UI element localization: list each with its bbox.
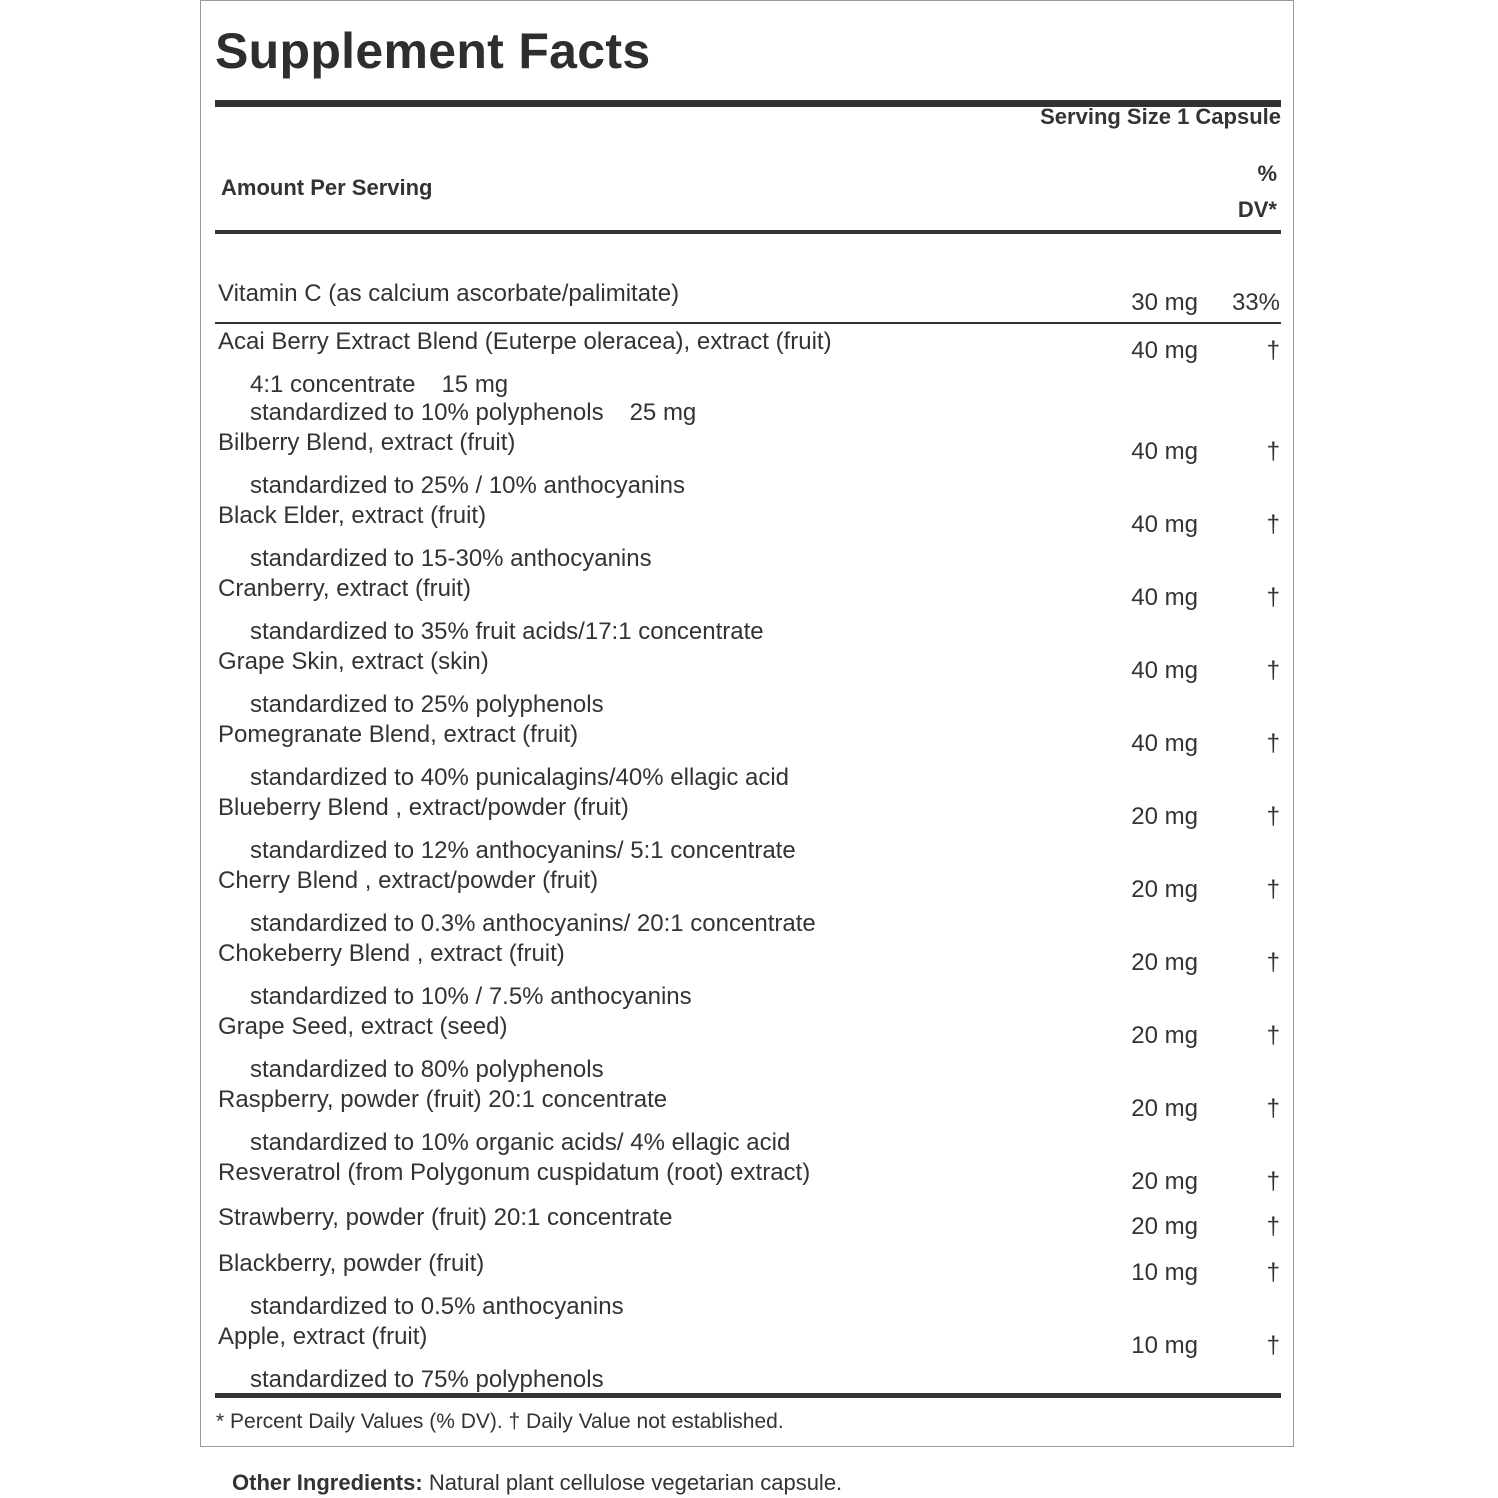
dagger-mark: † bbox=[1266, 949, 1280, 976]
vitamin-divider bbox=[215, 322, 1281, 324]
ingredient-row bbox=[0, 502, 1498, 542]
ingredient-row bbox=[0, 940, 1498, 980]
ingredient-name: Blackberry, powder (fruit) bbox=[218, 1250, 485, 1277]
ingredient-amount: 40 mg bbox=[1131, 337, 1198, 364]
ingredient-amount: 20 mg bbox=[1131, 949, 1198, 976]
ingredient-name: Cranberry, extract (fruit) bbox=[218, 575, 471, 602]
ingredient-subline: standardized to 0.3% anthocyanins/ 20:1 concentrate bbox=[250, 910, 816, 937]
ingredient-name: Strawberry, powder (fruit) 20:1 concentrate bbox=[218, 1204, 673, 1231]
ingredient-name: Apple, extract (fruit) bbox=[218, 1323, 428, 1350]
other-ingredients-label: Other Ingredients: bbox=[232, 1470, 423, 1495]
ingredient-name: Raspberry, powder (fruit) 20:1 concentrate bbox=[218, 1086, 668, 1113]
ingredient-name: Black Elder, extract (fruit) bbox=[218, 502, 487, 529]
ingredient-name: Chokeberry Blend , extract (fruit) bbox=[218, 940, 565, 967]
ingredient-row bbox=[0, 867, 1498, 907]
ingredient-subline bbox=[250, 371, 508, 399]
ingredient-name: Blueberry Blend , extract/powder (fruit) bbox=[218, 794, 629, 821]
serving-size: Serving Size 1 Capsule bbox=[1040, 104, 1281, 129]
ingredient-row bbox=[0, 575, 1498, 615]
subline-text: standardized to 10% polyphenols bbox=[250, 399, 604, 426]
dagger-mark: † bbox=[1266, 1213, 1280, 1240]
daily-value-footnote: * Percent Daily Values (% DV). † Daily Value not established. bbox=[216, 1410, 784, 1433]
ingredient-row bbox=[0, 1086, 1498, 1126]
ingredient-amount: 40 mg bbox=[1131, 584, 1198, 611]
ingredient-row bbox=[0, 1250, 1498, 1290]
subline-text: 4:1 concentrate bbox=[250, 371, 416, 398]
ingredient-subline: standardized to 10% / 7.5% anthocyanins bbox=[250, 983, 692, 1010]
ingredient-subline bbox=[250, 399, 696, 427]
subline-amount: 15 mg bbox=[441, 371, 509, 398]
ingredient-subline: standardized to 25% / 10% anthocyanins bbox=[250, 472, 685, 499]
ingredient-row bbox=[0, 1204, 1498, 1244]
ingredient-amount: 20 mg bbox=[1131, 803, 1198, 830]
ingredient-name: Resveratrol (from Polygonum cuspidatum (root) extract) bbox=[218, 1159, 811, 1186]
ingredient-name: Grape Skin, extract (skin) bbox=[218, 648, 489, 675]
ingredient-amount: 20 mg bbox=[1131, 1022, 1198, 1049]
footer-divider bbox=[215, 1393, 1281, 1398]
ingredient-amount: 40 mg bbox=[1131, 730, 1198, 757]
dv-header-line1: % bbox=[1257, 161, 1277, 186]
ingredient-amount: 40 mg bbox=[1131, 438, 1198, 465]
ingredient-row bbox=[0, 1013, 1498, 1053]
ingredient-subline: standardized to 75% polyphenols bbox=[250, 1366, 604, 1393]
ingredient-name: Cherry Blend , extract/powder (fruit) bbox=[218, 867, 599, 894]
daily-value-header bbox=[1238, 156, 1277, 228]
ingredient-subline: standardized to 0.5% anthocyanins bbox=[250, 1293, 624, 1320]
dagger-mark: † bbox=[1266, 1259, 1280, 1286]
panel-title: Supplement Facts bbox=[215, 23, 651, 79]
ingredient-amount: 20 mg bbox=[1131, 1213, 1198, 1240]
nutrient-amount: 30 mg bbox=[1131, 289, 1198, 316]
ingredient-amount: 10 mg bbox=[1131, 1332, 1198, 1359]
ingredient-subline: standardized to 35% fruit acids/17:1 concentrate bbox=[250, 618, 764, 645]
dagger-mark: † bbox=[1266, 438, 1280, 465]
ingredient-subline: standardized to 25% polyphenols bbox=[250, 691, 604, 718]
ingredient-row bbox=[0, 794, 1498, 834]
dagger-mark: † bbox=[1266, 1095, 1280, 1122]
dagger-mark: † bbox=[1266, 730, 1280, 757]
ingredient-subline: standardized to 10% organic acids/ 4% ellagic acid bbox=[250, 1129, 791, 1156]
nutrient-dv: 33% bbox=[1231, 289, 1280, 316]
ingredient-row bbox=[0, 429, 1498, 469]
ingredient-row bbox=[0, 328, 1498, 368]
dagger-mark: † bbox=[1266, 584, 1280, 611]
ingredient-amount: 40 mg bbox=[1131, 657, 1198, 684]
dagger-mark: † bbox=[1266, 657, 1280, 684]
ingredient-subline: standardized to 40% punicalagins/40% ellagic acid bbox=[250, 764, 790, 791]
ingredient-name: Grape Seed, extract (seed) bbox=[218, 1013, 508, 1040]
dagger-mark: † bbox=[1266, 511, 1280, 538]
ingredient-name: Pomegranate Blend, extract (fruit) bbox=[218, 721, 579, 748]
dagger-mark: † bbox=[1266, 1168, 1280, 1195]
ingredient-subline: standardized to 15-30% anthocyanins bbox=[250, 545, 652, 572]
dagger-mark: † bbox=[1266, 1022, 1280, 1049]
ingredient-subline: standardized to 80% polyphenols bbox=[250, 1056, 604, 1083]
dagger-mark: † bbox=[1266, 876, 1280, 903]
ingredient-row bbox=[0, 1159, 1498, 1199]
vitamin-c-row bbox=[0, 280, 1498, 320]
dagger-mark: † bbox=[1266, 803, 1280, 830]
dagger-mark: † bbox=[1266, 1332, 1280, 1359]
ingredient-row bbox=[0, 1323, 1498, 1363]
ingredient-row bbox=[0, 648, 1498, 688]
ingredient-amount: 20 mg bbox=[1131, 1095, 1198, 1122]
other-ingredients-text: Natural plant cellulose vegetarian capsule. bbox=[428, 1470, 843, 1495]
ingredient-amount: 20 mg bbox=[1131, 876, 1198, 903]
dagger-mark: † bbox=[1266, 337, 1280, 364]
other-ingredients bbox=[232, 1470, 842, 1496]
ingredient-amount: 10 mg bbox=[1131, 1259, 1198, 1286]
ingredient-name: Bilberry Blend, extract (fruit) bbox=[218, 429, 516, 456]
ingredient-row bbox=[0, 721, 1498, 761]
ingredient-name: Acai Berry Extract Blend (Euterpe oleracea), extract (fruit) bbox=[218, 328, 832, 355]
header-divider bbox=[215, 230, 1281, 234]
dv-header-line2: DV* bbox=[1237, 197, 1277, 222]
nutrient-name: Vitamin C (as calcium ascorbate/palimitate) bbox=[218, 280, 680, 307]
amount-per-serving-label: Amount Per Serving bbox=[221, 175, 433, 200]
ingredient-subline: standardized to 12% anthocyanins/ 5:1 concentrate bbox=[250, 837, 796, 864]
ingredient-amount: 20 mg bbox=[1131, 1168, 1198, 1195]
subline-amount: 25 mg bbox=[629, 399, 697, 426]
ingredient-amount: 40 mg bbox=[1131, 511, 1198, 538]
